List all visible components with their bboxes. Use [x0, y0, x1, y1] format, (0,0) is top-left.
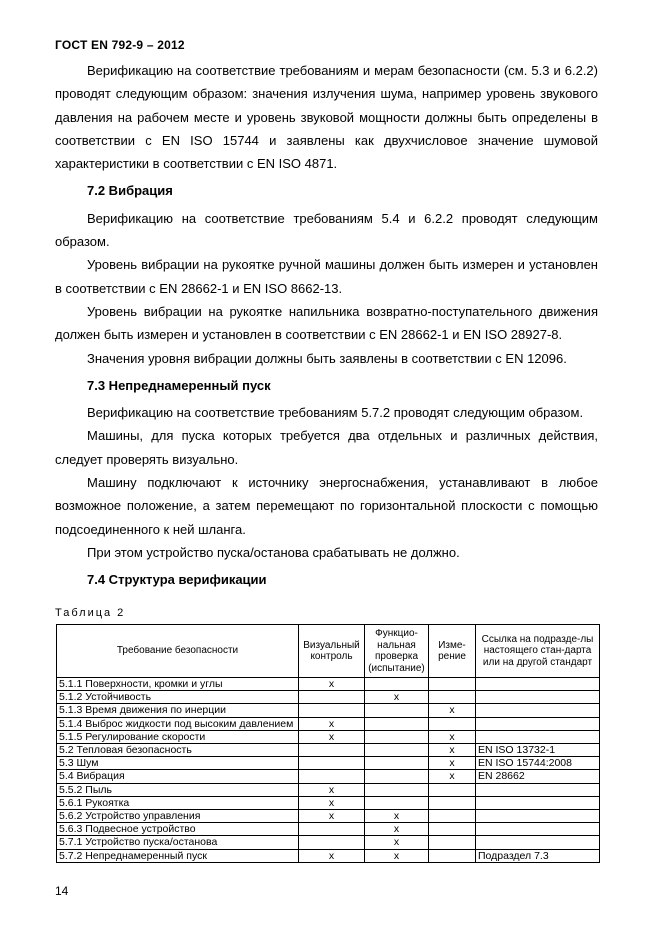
mark-cell — [365, 704, 429, 717]
requirement-cell: 5.6.3 Подвесное устройство — [57, 823, 299, 836]
reference-cell: EN ISO 15744:2008 — [476, 757, 600, 770]
mark-cell: x — [299, 796, 365, 809]
mark-cell — [299, 770, 365, 783]
mark-cell — [429, 717, 476, 730]
mark-cell: x — [299, 730, 365, 743]
table-header-row — [57, 625, 600, 678]
page-number: 14 — [55, 884, 69, 898]
mark-cell: x — [365, 691, 429, 704]
mark-cell — [299, 823, 365, 836]
reference-cell — [476, 810, 600, 823]
mark-cell: x — [429, 730, 476, 743]
mark-cell: x — [365, 823, 429, 836]
table-row — [57, 836, 600, 849]
mark-cell: x — [429, 744, 476, 757]
table-row — [57, 691, 600, 704]
mark-cell — [299, 691, 365, 704]
mark-cell — [429, 783, 476, 796]
paragraph: Верификацию на соответствие требованиям 5.7.2 проводят следующим образом. — [87, 405, 584, 421]
header-reference: Ссылка на подразде-лы настоящего стан-дарта или на другой стандарт — [476, 625, 600, 678]
mark-cell — [429, 849, 476, 862]
paragraph: Машины, для пуска которых требуется два отдельных и различных действия, следует проверять визуально. — [55, 428, 598, 467]
mark-cell — [365, 730, 429, 743]
requirement-cell: 5.1.2 Устойчивость — [57, 691, 299, 704]
mark-cell — [429, 691, 476, 704]
requirement-cell: 5.6.1 Рукоятка — [57, 796, 299, 809]
mark-cell — [299, 836, 365, 849]
table-row — [57, 810, 600, 823]
requirement-cell: 5.3 Шум — [57, 757, 299, 770]
mark-cell: x — [299, 717, 365, 730]
reference-cell — [476, 730, 600, 743]
table-caption: Таблица 2 — [55, 607, 126, 619]
table-row — [57, 796, 600, 809]
body-text — [55, 59, 598, 592]
mark-cell — [429, 796, 476, 809]
table-row — [57, 704, 600, 717]
table-row — [57, 757, 600, 770]
section-heading-7-2: 7.2 Вибрация — [87, 183, 173, 199]
document-header: ГОСТ EN 792-9 – 2012 — [55, 38, 185, 52]
paragraph: При этом устройство пуска/останова срабатывать не должно. — [87, 544, 460, 560]
mark-cell: x — [299, 810, 365, 823]
requirement-cell: 5.4 Вибрация — [57, 770, 299, 783]
reference-cell: EN ISO 13732-1 — [476, 744, 600, 757]
table-row — [57, 730, 600, 743]
requirement-cell: 5.7.2 Непреднамеренный пуск — [57, 849, 299, 862]
paragraph: Верификацию на соответствие требованиям и мерам безопасности (см. 5.3 и 6.2.2) проводят следующим образом: значения излучения шума, например уровень звукового давления на рабочем месте и уровень звуковой мощности должны быть определены в соответствии с EN ISO 15744 и заявлены как двухчисловое значение шумовой характеристики в соответствии с EN ISO 4871. — [55, 63, 598, 172]
mark-cell: x — [429, 757, 476, 770]
table-row — [57, 678, 600, 691]
requirement-cell: 5.1.3 Время движения по инерции — [57, 704, 299, 717]
mark-cell — [365, 678, 429, 691]
mark-cell — [365, 796, 429, 809]
header-functional-test: Функцио-нальная проверка (испытание) — [365, 625, 429, 678]
reference-cell — [476, 823, 600, 836]
mark-cell: x — [429, 704, 476, 717]
header-visual-check: Визуальный контроль — [299, 625, 365, 678]
mark-cell — [429, 810, 476, 823]
section-heading-7-3: 7.3 Непреднамеренный пуск — [87, 377, 271, 393]
reference-cell — [476, 704, 600, 717]
reference-cell — [476, 783, 600, 796]
mark-cell: x — [299, 783, 365, 796]
mark-cell — [299, 704, 365, 717]
table-row — [57, 770, 600, 783]
paragraph: Верификацию на соответствие требованиям 5.4 и 6.2.2 проводят следующим образом. — [55, 210, 598, 250]
table-row — [57, 823, 600, 836]
requirement-cell: 5.1.5 Регулирование скорости — [57, 730, 299, 743]
paragraph: Значения уровня вибрации должны быть заявлены в соответствии с EN 12096. — [87, 350, 567, 366]
table-row — [57, 783, 600, 796]
paragraph: Уровень вибрации на рукоятке напильника возвратно-поступательного движения должен быть измерен и установлен в соответствии с EN 28662-1 и EN ISO 28927-8. — [55, 303, 598, 343]
reference-cell: EN 28662 — [476, 770, 600, 783]
mark-cell — [429, 836, 476, 849]
mark-cell — [365, 770, 429, 783]
mark-cell: x — [365, 849, 429, 862]
requirement-cell: 5.1.4 Выброс жидкости под высоким давлением — [57, 717, 299, 730]
mark-cell: x — [299, 678, 365, 691]
section-heading-7-4: 7.4 Структура верификации — [87, 572, 267, 588]
requirement-cell: 5.5.2 Пыль — [57, 783, 299, 796]
requirement-cell: 5.7.1 Устройство пуска/останова — [57, 836, 299, 849]
mark-cell — [365, 783, 429, 796]
mark-cell — [365, 757, 429, 770]
table-row — [57, 744, 600, 757]
paragraph: Уровень вибрации на рукоятке ручной машины должен быть измерен и установлен в соответствии с EN 28662-1 и EN ISO 8662-13. — [55, 257, 598, 296]
mark-cell: x — [299, 849, 365, 862]
mark-cell — [299, 757, 365, 770]
reference-cell — [476, 717, 600, 730]
header-requirement: Требование безопасности — [57, 625, 299, 678]
table-body — [57, 678, 600, 863]
reference-cell — [476, 678, 600, 691]
mark-cell — [365, 717, 429, 730]
mark-cell — [299, 744, 365, 757]
reference-cell — [476, 796, 600, 809]
requirement-cell: 5.1.1 Поверхности, кромки и углы — [57, 678, 299, 691]
header-measurement: Изме-рение — [429, 625, 476, 678]
mark-cell: x — [365, 836, 429, 849]
mark-cell — [365, 744, 429, 757]
table-row — [57, 717, 600, 730]
verification-table — [56, 624, 600, 863]
requirement-cell: 5.6.2 Устройство управления — [57, 810, 299, 823]
reference-cell — [476, 691, 600, 704]
requirement-cell: 5.2 Тепловая безопасность — [57, 744, 299, 757]
mark-cell: x — [365, 810, 429, 823]
mark-cell — [429, 823, 476, 836]
table-row — [57, 849, 600, 862]
paragraph: Машину подключают к источнику энергоснабжения, устанавливают в любое возможное положение, а затем перемещают по горизонтальной плоскости с помощью подсоединенного к ней шланга. — [55, 475, 598, 537]
mark-cell — [429, 678, 476, 691]
mark-cell: x — [429, 770, 476, 783]
reference-cell: Подраздел 7.3 — [476, 849, 600, 862]
reference-cell — [476, 836, 600, 849]
